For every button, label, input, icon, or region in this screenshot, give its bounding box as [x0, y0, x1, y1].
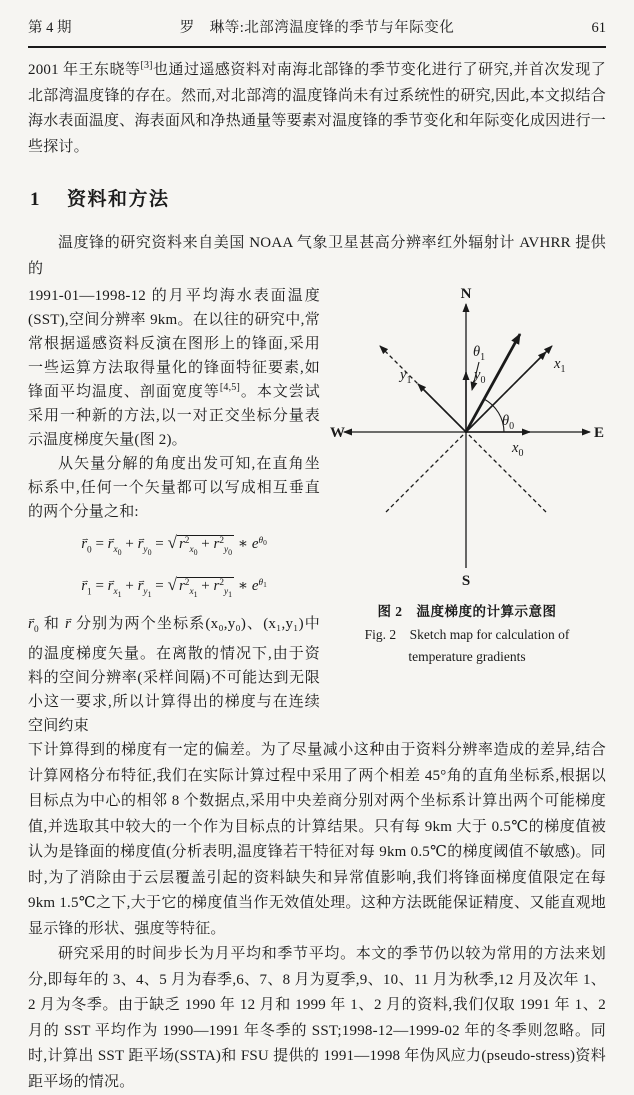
label-y0: $y_0$: [474, 367, 486, 386]
section-heading: [30, 184, 606, 211]
method-lead-line: 温度锋的研究资料来自美国 NOAA 气象卫星甚高分辨率红外辐射计 AVHRR 提供的: [28, 235, 606, 277]
method-paragraph-3-continued: 下计算得到的梯度有一定的偏差。为了尽量减小这种由于资料分辨率造成的差异,结合计算网格分布特征,我们在实际计算过程中采用了两个相差 45°角的直角坐标系,根据以目标点为中心的相邻 8 个数据点,采用中央差商分别对两个坐标系计算出两个可能梯度值,并选取其中较大的一个作为目标点的计算结果。只有每 9km 大于 0.5℃的梯度值被认为是锋面的梯度值(分析表明,温度锋若干特征对每 9km 0.5℃的梯度阈值不敏感)。同时,为了消除由于云层覆盖引起的资料缺失和异常值影响,我们将锋面梯度值限定在每 9km 1.5℃之下,大于它的梯度值当作无效值处理。这种方法既能保证精度、又能直观地显示锋的形状、强度等特征。: [28, 742, 606, 937]
gradient-axes-diagram: [328, 284, 606, 596]
figure-caption-en-line1: Fig. 2 Sketch map for calculation of: [364, 627, 570, 642]
label-theta0: $\theta_0$: [502, 413, 515, 432]
figure-caption-en-line2: temperature gradients: [408, 649, 526, 664]
label-theta1: $\theta_1$: [473, 344, 486, 363]
label-y1: $y_1$: [400, 367, 412, 386]
method-paragraph-3: [28, 612, 320, 738]
equation-1: r $⇀_0 = r$ $⇀_{x_0} + r$ $⇀_{y_0}$ = √ $r^2_{x_0} + r^2_{y_0}$ ∗ $e^{\theta_0}$: [28, 528, 320, 566]
running-title: 罗 琳等:北部湾温度锋的季节与年际变化: [179, 20, 455, 36]
running-header: [28, 16, 606, 48]
two-column-region: [28, 284, 606, 738]
section-title: 资料和方法: [67, 189, 170, 210]
left-column: [28, 284, 328, 738]
equation-2: r $⇀_1 = r$ $⇀_{x_1} + r$ $⇀_{y_1}$ = √ $r^2_{x_1} + r^2_{y_1}$ ∗ $e^{\theta_1}$: [28, 570, 320, 608]
section-number: 1: [30, 189, 41, 210]
label-west: W: [330, 425, 345, 441]
label-south: S: [461, 573, 471, 589]
method-text-cont: 分别为两个坐标系(x₀,y₀)、(x₁,y₁)中的温度梯度矢量。在离散的情况下,由于资料的空间分辨率(采样间隔)不可能达到无限小这一要求,所以计算得出的梯度与在连续空间约束: [28, 616, 320, 735]
page-number: 61: [591, 20, 606, 36]
citation-ref-3: [3]: [140, 60, 153, 71]
method-text-cont: 。本文尝试采用一种新的方法,以一对正交坐标分量表示温度梯度矢量(图 2)。: [28, 384, 320, 448]
method-text: 1991-01—1998-12 的月平均海水表面温度(SST),空间分辨率 9km。在以往的研究中,常常根据遥感资料反演在图形上的锋面,采用一些运算方法取得量化的锋面特征要素,如锋面平均温度、剖面宽度等: [28, 288, 320, 400]
vector-r0-symbol: r ⇀: [28, 612, 34, 636]
label-east: E: [594, 425, 605, 441]
intro-paragraph: [28, 58, 606, 160]
label-north: N: [460, 286, 472, 302]
label-x0: $x_0$: [512, 440, 524, 459]
intro-text: 2001 年王东晓等: [28, 62, 141, 78]
citation-ref-4-5: [4,5]: [219, 382, 241, 393]
method-text: 和: [38, 616, 65, 633]
label-x1: $x_1$: [554, 356, 566, 375]
figure-caption-cn: 图 2 温度梯度的计算示意图: [377, 604, 557, 619]
method-paragraph-4: 研究采用的时间步长为月平均和季节平均。本文的季节仍以较为常用的方法来划分,即每年的 3、4、5 月为春季,6、7、8 月为夏季,9、10、11 月为秋季,12 月及次年 1、2 月为冬季。由于缺乏 1990 年 12 月和 1999 年 1、2 月的资料,我们仅取 1991 年 1、2 月的 SST 平均作为 1990—1991 年冬季的 SST;1998-12—1999-02 年的冬季则忽略。同时,计算出 SST 距平场(SSTA)和 FSU 提供的 1991—1998 年伪风应力(pseudo-stress)资料距平场的情况。: [28, 946, 606, 1090]
y1-component-arrow: [418, 384, 466, 432]
method-paragraph-1: [28, 284, 320, 452]
intro-text-cont: 也通过遥感资料对南海北部锋的季节变化进行了研究,并首次发现了北部湾温度锋的存在。然而,对北部湾的温度锋尚未有过系统性的研究,因此,本文拟结合海水表面温度、海表面风和净热通量等要素对温度锋的季节变化和年际变化成因进行一些探讨。: [28, 62, 606, 155]
vector-r-symbol: r ⇀: [65, 612, 71, 636]
vector-r0-subscript: 0: [34, 625, 39, 636]
issue-label: 第 4 期: [28, 20, 72, 36]
figure-column: [328, 284, 606, 738]
method-paragraph-2: 从矢量分解的角度出发可知,在直角坐标系中,任何一个矢量都可以写成相互垂直的两个分量之和:: [28, 456, 320, 520]
